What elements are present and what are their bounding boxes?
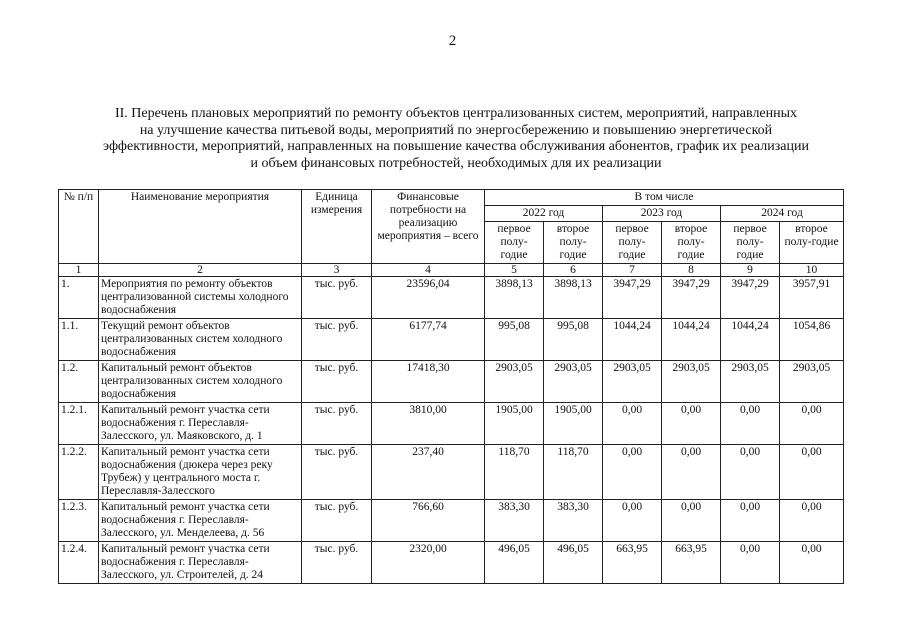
row-value: 2903,05	[780, 361, 844, 403]
row-value: 1044,24	[662, 319, 721, 361]
section-title-line: эффективности, мероприятий, направленных на повышение качества обслуживания абонентов, график их реализации	[103, 139, 809, 154]
column-index: 5	[485, 264, 544, 277]
row-value: 995,08	[485, 319, 544, 361]
header-year-2023: 2023 год	[603, 206, 721, 222]
row-number: 1.2.	[59, 361, 99, 403]
row-value: 118,70	[485, 445, 544, 500]
row-value: 1044,24	[721, 319, 780, 361]
row-value: 118,70	[544, 445, 603, 500]
row-measure-name: Капитальный ремонт участка сети водоснабжения (дюкера через реку Трубеж) у центрального моста г. Переславля-Залесского	[99, 445, 302, 500]
header-half-first: первое полу-годие	[603, 222, 662, 264]
row-value: 0,00	[721, 445, 780, 500]
row-measure-name: Капитальный ремонт участка сети водоснабжения г. Переславля-Залесского, ул. Менделеева, д. 56	[99, 500, 302, 542]
row-value: 2903,05	[662, 361, 721, 403]
row-value: 663,95	[662, 542, 721, 584]
row-value: 663,95	[603, 542, 662, 584]
row-number: 1.2.4.	[59, 542, 99, 584]
row-value: 0,00	[603, 500, 662, 542]
row-value: 2903,05	[485, 361, 544, 403]
section-title-line: на улучшение качества питьевой воды, мероприятий по энергосбережению и повышению энергетической	[139, 122, 773, 138]
row-measure-name: Капитальный ремонт участка сети водоснабжения г. Переславля-Залесского, ул. Маяковского, д. 1	[99, 403, 302, 445]
row-value: 0,00	[662, 445, 721, 500]
row-unit: тыс. руб.	[302, 500, 372, 542]
table-row	[59, 361, 844, 403]
row-measure-name: Капитальный ремонт объектов централизованных систем холодного водоснабжения	[99, 361, 302, 403]
row-total: 17418,30	[372, 361, 485, 403]
row-value: 0,00	[780, 445, 844, 500]
row-value: 383,30	[544, 500, 603, 542]
row-value: 3947,29	[721, 277, 780, 319]
row-total: 23596,04	[372, 277, 485, 319]
column-index: 7	[603, 264, 662, 277]
row-value: 0,00	[662, 403, 721, 445]
row-value: 3947,29	[603, 277, 662, 319]
row-total: 237,40	[372, 445, 485, 500]
row-number: 1.2.2.	[59, 445, 99, 500]
row-value: 0,00	[662, 500, 721, 542]
row-value: 0,00	[780, 500, 844, 542]
column-index: 1	[59, 264, 99, 277]
table-row	[59, 277, 844, 319]
table-body	[59, 277, 844, 584]
header-total: Финансовые потребности на реализацию мероприятия – всего	[372, 190, 485, 264]
row-value: 1044,24	[603, 319, 662, 361]
table-row	[59, 445, 844, 500]
row-number: 1.2.3.	[59, 500, 99, 542]
column-index: 4	[372, 264, 485, 277]
row-value: 3898,13	[544, 277, 603, 319]
column-index: 10	[780, 264, 844, 277]
column-index-row	[59, 264, 844, 277]
page-number: 2	[448, 33, 457, 49]
header-num: № п/п	[59, 190, 99, 264]
row-value: 0,00	[603, 403, 662, 445]
column-index: 6	[544, 264, 603, 277]
row-value: 0,00	[780, 542, 844, 584]
row-measure-name: Капитальный ремонт участка сети водоснабжения г. Переславля-Залесского, ул. Строителей, д. 24	[99, 542, 302, 584]
header-including: В том числе	[485, 190, 844, 206]
row-value: 1905,00	[544, 403, 603, 445]
row-value: 1054,86	[780, 319, 844, 361]
row-unit: тыс. руб.	[302, 319, 372, 361]
row-value: 3957,91	[780, 277, 844, 319]
row-total: 2320,00	[372, 542, 485, 584]
row-value: 496,05	[485, 542, 544, 584]
measures-table	[58, 189, 844, 584]
table-row	[59, 542, 844, 584]
table-row	[59, 319, 844, 361]
header-year-2024: 2024 год	[721, 206, 844, 222]
row-measure-name: Мероприятия по ремонту объектов централизованной системы холодного водоснабжения	[99, 277, 302, 319]
header-half-first: первое полу-годие	[485, 222, 544, 264]
row-unit: тыс. руб.	[302, 403, 372, 445]
header-unit: Единица измерения	[302, 190, 372, 264]
row-value: 995,08	[544, 319, 603, 361]
row-value: 3947,29	[662, 277, 721, 319]
row-total: 6177,74	[372, 319, 485, 361]
row-unit: тыс. руб.	[302, 445, 372, 500]
column-index: 2	[99, 264, 302, 277]
header-half-first: первое полу-годие	[721, 222, 780, 264]
header-name: Наименование мероприятия	[99, 190, 302, 264]
row-measure-name: Текущий ремонт объектов централизованных систем холодного водоснабжения	[99, 319, 302, 361]
header-year-2022: 2022 год	[485, 206, 603, 222]
row-value: 496,05	[544, 542, 603, 584]
row-value: 2903,05	[721, 361, 780, 403]
table-row	[59, 500, 844, 542]
row-number: 1.1.	[59, 319, 99, 361]
section-title-line: и объем финансовых потребностей, необходимых для их реализации	[250, 155, 662, 171]
row-value: 2903,05	[603, 361, 662, 403]
row-unit: тыс. руб.	[302, 277, 372, 319]
row-number: 1.	[59, 277, 99, 319]
header-half-second: второе полу-годие	[544, 222, 603, 264]
header-half-second: второе полу-годие	[662, 222, 721, 264]
table-row	[59, 403, 844, 445]
row-unit: тыс. руб.	[302, 542, 372, 584]
row-number: 1.2.1.	[59, 403, 99, 445]
column-index: 3	[302, 264, 372, 277]
row-total: 3810,00	[372, 403, 485, 445]
row-total: 766,60	[372, 500, 485, 542]
row-unit: тыс. руб.	[302, 361, 372, 403]
row-value: 2903,05	[544, 361, 603, 403]
section-title-line: II. Перечень плановых мероприятий по ремонту объектов централизованных систем, мероприятий, направленных	[114, 106, 798, 121]
row-value: 0,00	[721, 500, 780, 542]
row-value: 0,00	[780, 403, 844, 445]
row-value: 3898,13	[485, 277, 544, 319]
header-row-1	[59, 190, 844, 206]
column-index: 9	[721, 264, 780, 277]
row-value: 0,00	[721, 403, 780, 445]
column-index: 8	[662, 264, 721, 277]
row-value: 0,00	[603, 445, 662, 500]
row-value: 383,30	[485, 500, 544, 542]
row-value: 0,00	[721, 542, 780, 584]
section-title	[40, 106, 872, 172]
header-half-second: второе полу-годие	[780, 222, 844, 264]
row-value: 1905,00	[485, 403, 544, 445]
